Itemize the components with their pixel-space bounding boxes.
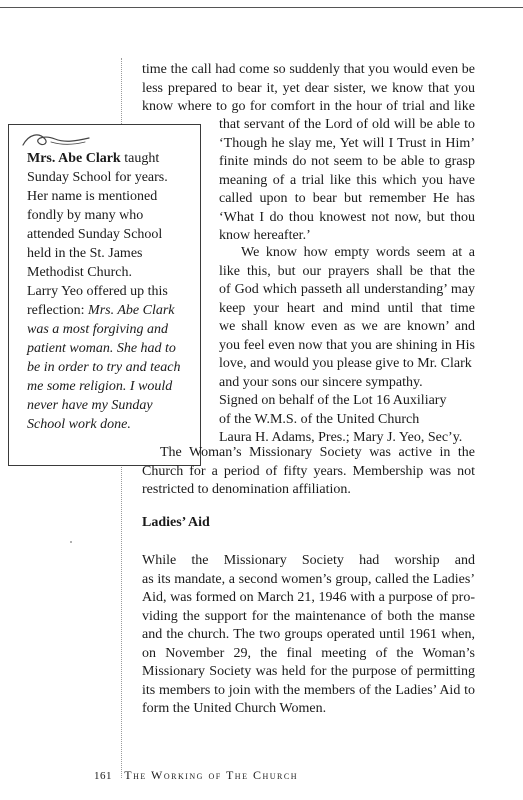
text-line: as its mandate, a second women’s group, called the Ladies’ — [142, 571, 475, 587]
text-line: viding the support for the maintenance of both the manse — [142, 608, 475, 624]
section-heading-ladies-aid: Ladies’ Aid — [142, 515, 210, 530]
text-line: We know how empty words seem at a — [241, 245, 475, 260]
text-line: of God which passeth all understanding’ may — [219, 282, 475, 297]
sidebar-quote-line: patient woman. She had to — [27, 341, 176, 356]
text-line: less prepared to bear it, yet dear sister, we know that you — [142, 80, 475, 96]
text-line: Aid, was formed on March 21, 1946 with a purpose of pro- — [142, 590, 475, 605]
letter-paragraph-1 — [219, 116, 475, 246]
page-number: 161 — [94, 770, 112, 782]
text-line: time the call had come so suddenly that you would even be — [142, 62, 475, 77]
sidebar-line: Larry Yeo offered up this — [27, 284, 168, 299]
paper-speck — [70, 541, 72, 543]
text-line: we shall know even as we are known’ and — [219, 319, 475, 334]
ladies-aid-paragraph — [142, 552, 475, 719]
top-paragraph — [142, 61, 475, 117]
sidebar-quote-line: be in order to try and teach — [27, 360, 181, 375]
letter-paragraph-2 — [219, 244, 475, 392]
text-line: ‘What I do thou knowest not now, but thou — [219, 209, 475, 225]
wms-paragraph — [142, 444, 475, 500]
text-line: and the church. The two groups operated until 1961 when, — [142, 627, 475, 642]
sidebar-line: Methodist Church. — [27, 265, 132, 280]
text-line: love, and would you please give to Mr. Clark — [219, 356, 472, 371]
text-line: like this, but our prayers shall be that the — [219, 263, 475, 279]
text-line: restricted to denomination affiliation. — [142, 482, 351, 497]
sidebar-quote-box — [8, 124, 201, 466]
sidebar-quote-line: School work done. — [27, 417, 131, 432]
page-footer — [94, 768, 298, 783]
sidebar-line: Her name is mentioned — [27, 189, 158, 204]
top-page-rule — [0, 7, 523, 8]
sidebar-line: Sunday School for years. — [27, 170, 168, 185]
sidebar-quote-line: never have my Sunday — [27, 398, 153, 413]
sidebar-quote-line: was a most forgiving and — [27, 322, 169, 337]
text-line: meaning of a trial like this which you have — [219, 172, 475, 188]
text-line: that servant of the Lord of old will be able to — [219, 117, 475, 132]
sidebar-text — [27, 149, 199, 434]
text-line: ‘Though he slay me, Yet will I Trust in Him’ — [219, 135, 475, 151]
text-line: its members to join with the members of the Ladies’ Aid to — [142, 682, 475, 698]
text-line: finite minds do not seem to be able to grasp — [219, 154, 475, 169]
text-line: and your sons our sincere sympathy. — [219, 374, 423, 390]
signature-line: Laura H. Adams, Pres.; Mary J. Yeo, Sec’y. — [219, 430, 463, 445]
text-line: Missionary Society was held for the purpose of permitting — [142, 664, 475, 679]
text-line: While the Missionary Society had worship and — [142, 553, 475, 568]
flourish-ornament-icon — [21, 130, 91, 150]
signature-line: of the W.M.S. of the United Church — [219, 411, 420, 427]
sidebar-quote-line: me some religion. I would — [27, 379, 173, 394]
text-line: keep your heart and mind until that time — [219, 300, 475, 316]
text-line: on November 29, the final meeting of the Woman’s — [142, 645, 475, 661]
text-line: know hereafter.’ — [219, 228, 311, 243]
sidebar-name: Mrs. Abe Clark — [27, 151, 121, 166]
signature-line: Signed on behalf of the Lot 16 Auxiliary — [219, 393, 447, 408]
text-line: Church for a period of fifty years. Membership was not — [142, 463, 475, 479]
letter-signature — [219, 392, 475, 448]
sidebar-intro-line: Mrs. Abe Clark taught — [27, 151, 160, 166]
running-title: The Working of The Church — [124, 768, 298, 782]
sidebar-line: fondly by many who — [27, 208, 144, 223]
text-line: know where to go for comfort in the hour of trial and like — [142, 99, 475, 114]
text-line: called upon to bear but remember He has — [219, 191, 475, 206]
sidebar-line: held in the St. James — [27, 246, 143, 261]
text-line: The Woman’s Missionary Society was active in the — [160, 445, 475, 460]
text-line: you feel even now that you are shining in His — [219, 337, 475, 353]
sidebar-line: attended Sunday School — [27, 227, 163, 242]
sidebar-reflection-line: reflection: Mrs. Abe Clark — [27, 303, 175, 318]
text-line: form the United Church Women. — [142, 701, 327, 716]
